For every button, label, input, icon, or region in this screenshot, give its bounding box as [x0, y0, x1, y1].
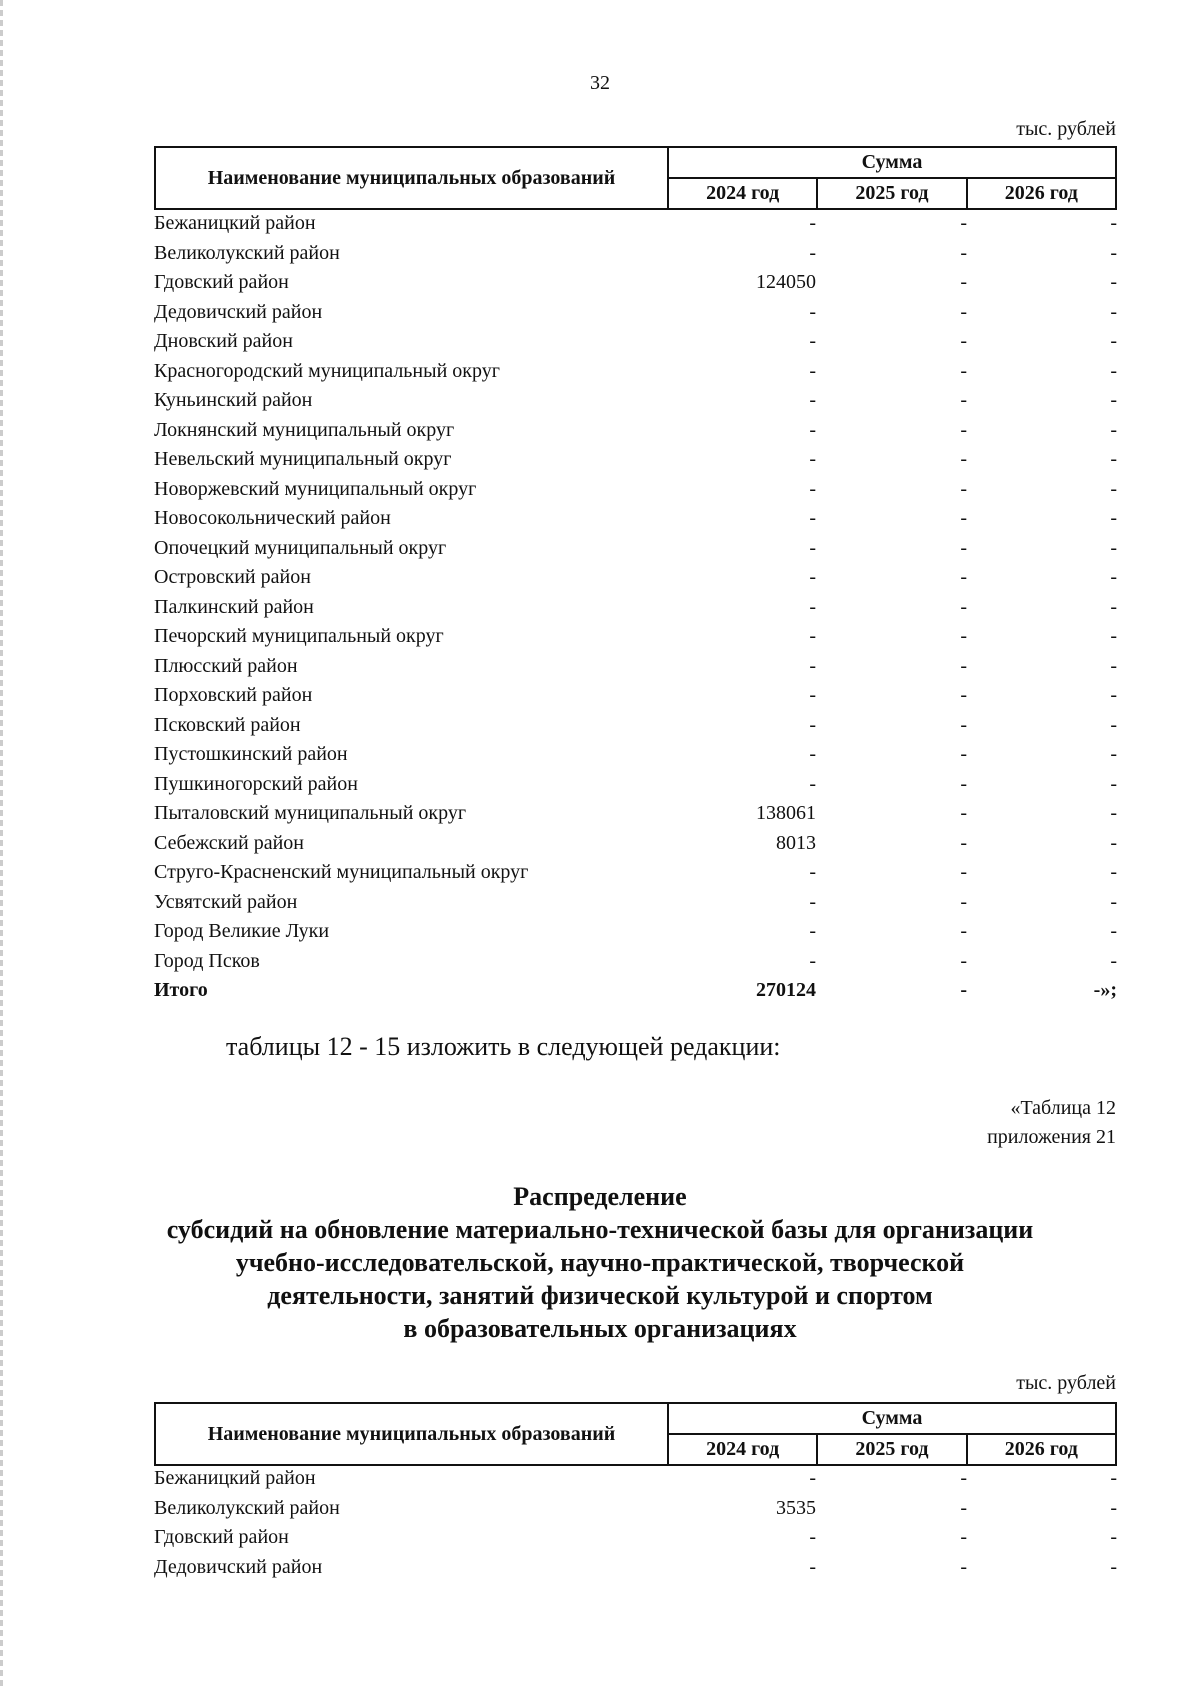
value-2024: 138061 — [756, 802, 816, 824]
value-2024: - — [809, 507, 816, 529]
year-header: 2025 год — [817, 1434, 966, 1465]
value-2025: - — [960, 477, 967, 500]
value-2025: - — [960, 330, 967, 352]
municipality-name: Струго-Красненский муниципальный округ — [154, 861, 529, 883]
value-2026: - — [1110, 536, 1117, 559]
value-2024: - — [809, 241, 816, 264]
year-header: 2024 год — [668, 178, 817, 209]
table-row — [154, 829, 1117, 859]
value-2026: - — [1110, 684, 1117, 706]
municipality-name: Себежский район — [154, 831, 304, 854]
value-2025: - — [960, 507, 967, 529]
value-2026: - — [1110, 743, 1117, 765]
value-2026: - — [1110, 713, 1117, 736]
value-2026: - — [1110, 949, 1117, 972]
table-row — [154, 534, 1117, 564]
municipality-name: Печорский муниципальный округ — [154, 625, 444, 647]
municipality-name: Великолукский район — [154, 1496, 340, 1519]
value-2024: - — [809, 1526, 816, 1548]
table-row — [154, 298, 1117, 328]
section-title — [100, 1180, 1100, 1345]
value-2025: - — [960, 772, 967, 795]
municipality-name: Островский район — [154, 566, 311, 588]
year-header: 2026 год — [967, 1434, 1116, 1465]
table-row — [154, 858, 1117, 888]
sum-header: Сумма — [668, 147, 1116, 178]
municipality-name: Порховский район — [154, 684, 313, 706]
value-2026: - — [1110, 831, 1117, 854]
total-label: Итого — [154, 979, 208, 1001]
value-2025: - — [960, 359, 967, 382]
table-row — [154, 327, 1117, 357]
value-2026: - — [1110, 1526, 1117, 1548]
value-2026: - — [1110, 1555, 1117, 1578]
table-row — [154, 799, 1117, 829]
value-2024: 3535 — [776, 1496, 816, 1519]
municipality-name: Псковский район — [154, 713, 301, 736]
value-2025: - — [960, 212, 967, 234]
value-2024: - — [809, 566, 816, 588]
municipality-name: Дедовичский район — [154, 1555, 323, 1578]
total-row — [154, 976, 1117, 1006]
year-header: 2024 год — [668, 1434, 817, 1465]
value-2026: - — [1110, 477, 1117, 500]
table-row — [154, 416, 1117, 446]
value-2026: - — [1110, 861, 1117, 883]
title-line: Распределение — [513, 1182, 687, 1211]
value-2025: - — [960, 418, 967, 441]
table-row — [154, 681, 1117, 711]
year-header: 2026 год — [967, 178, 1116, 209]
municipality-name: Невельский муниципальный округ — [154, 448, 452, 470]
table-row — [154, 622, 1117, 652]
value-2025: - — [960, 920, 967, 942]
table-row — [154, 386, 1117, 416]
total-2024: 270124 — [756, 979, 816, 1001]
value-2026: - — [1110, 1496, 1117, 1519]
value-2025: - — [960, 831, 967, 854]
value-2026: - — [1110, 389, 1117, 411]
value-2026: - — [1110, 802, 1117, 824]
name-column-header: Наименование муниципальных образований — [155, 147, 668, 209]
units-label: тыс. рублей — [1016, 118, 1116, 140]
value-2025: - — [960, 1496, 967, 1519]
table-header — [154, 146, 1117, 210]
value-2024: - — [809, 1467, 816, 1489]
title-line: субсидий на обновление материально-технической базы для организации — [166, 1215, 1034, 1244]
table-row — [154, 1523, 1117, 1553]
scan-edge — [0, 0, 3, 1686]
table-row — [154, 268, 1117, 298]
value-2024: - — [809, 743, 816, 765]
table-row — [154, 593, 1117, 623]
value-2025: - — [960, 713, 967, 736]
municipality-name: Опочецкий муниципальный округ — [154, 536, 447, 559]
table-ref-line: приложения 21 — [987, 1126, 1116, 1148]
value-2026: - — [1110, 507, 1117, 529]
value-2024: - — [809, 890, 816, 913]
units-label: тыс. рублей — [1016, 1372, 1116, 1394]
value-2024: - — [809, 418, 816, 441]
municipality-name: Пыталовский муниципальный округ — [154, 802, 467, 824]
value-2024: - — [809, 300, 816, 323]
value-2025: - — [960, 949, 967, 972]
year-header: 2025 год — [817, 178, 966, 209]
table-row — [154, 239, 1117, 269]
value-2026: - — [1110, 772, 1117, 795]
value-2025: - — [960, 566, 967, 588]
value-2024: - — [809, 713, 816, 736]
value-2024: - — [809, 861, 816, 883]
name-column-header: Наименование муниципальных образований — [155, 1403, 668, 1465]
table-body — [154, 1464, 1117, 1582]
value-2024: - — [809, 684, 816, 706]
total-2025: - — [960, 979, 967, 1001]
table-row — [154, 445, 1117, 475]
table-row — [154, 888, 1117, 918]
value-2024: - — [809, 949, 816, 972]
value-2026: - — [1110, 212, 1117, 234]
value-2025: - — [960, 1555, 967, 1578]
table-row — [154, 475, 1117, 505]
table-reference — [987, 1094, 1116, 1152]
title-line: в образовательных организациях — [403, 1314, 797, 1343]
value-2025: - — [960, 448, 967, 470]
municipality-name: Дедовичский район — [154, 300, 323, 323]
value-2025: - — [960, 890, 967, 913]
municipality-name: Бежаницкий район — [154, 212, 316, 234]
value-2026: - — [1110, 330, 1117, 352]
municipality-name: Новоржевский муниципальный округ — [154, 477, 477, 500]
municipality-name: Город Великие Луки — [154, 920, 330, 942]
page-number: 32 — [590, 72, 610, 94]
total-2026: -»; — [1093, 979, 1117, 1001]
municipality-name: Плюсский район — [154, 654, 298, 677]
value-2024: - — [809, 448, 816, 470]
table-header — [154, 1402, 1117, 1466]
value-2025: - — [960, 241, 967, 264]
value-2026: - — [1110, 625, 1117, 647]
value-2026: - — [1110, 359, 1117, 382]
value-2024: 124050 — [756, 271, 816, 293]
table-row — [154, 711, 1117, 741]
municipality-name: Новосокольнический район — [154, 507, 391, 529]
value-2024: - — [809, 772, 816, 795]
value-2024: - — [809, 595, 816, 618]
value-2026: - — [1110, 654, 1117, 677]
value-2026: - — [1110, 1467, 1117, 1489]
value-2024: - — [809, 536, 816, 559]
value-2026: - — [1110, 595, 1117, 618]
value-2026: - — [1110, 448, 1117, 470]
municipality-name: Великолукский район — [154, 241, 340, 264]
municipality-name: Куньинский район — [154, 389, 313, 411]
value-2024: 8013 — [776, 831, 816, 854]
value-2025: - — [960, 271, 967, 293]
value-2026: - — [1110, 271, 1117, 293]
value-2026: - — [1110, 890, 1117, 913]
value-2024: - — [809, 920, 816, 942]
value-2025: - — [960, 595, 967, 618]
table-row — [154, 357, 1117, 387]
value-2025: - — [960, 861, 967, 883]
table-row — [154, 740, 1117, 770]
value-2024: - — [809, 389, 816, 411]
value-2026: - — [1110, 241, 1117, 264]
municipality-name: Палкинский район — [154, 595, 314, 618]
municipality-name: Усвятский район — [154, 890, 298, 913]
table-row — [154, 504, 1117, 534]
value-2025: - — [960, 389, 967, 411]
table-row — [154, 947, 1117, 977]
municipality-name: Пустошкинский район — [154, 743, 348, 765]
table-row — [154, 1464, 1117, 1494]
table-row — [154, 917, 1117, 947]
value-2026: - — [1110, 920, 1117, 942]
value-2024: - — [809, 654, 816, 677]
value-2024: - — [809, 330, 816, 352]
title-line: деятельности, занятий физической культурой и спортом — [267, 1281, 933, 1310]
value-2024: - — [809, 625, 816, 647]
municipality-name: Красногородский муниципальный округ — [154, 359, 500, 382]
value-2025: - — [960, 1467, 967, 1489]
value-2025: - — [960, 654, 967, 677]
value-2024: - — [809, 212, 816, 234]
value-2025: - — [960, 684, 967, 706]
municipality-name: Дновский район — [154, 330, 293, 352]
value-2025: - — [960, 536, 967, 559]
municipality-name: Гдовский район — [154, 271, 289, 293]
value-2025: - — [960, 802, 967, 824]
table-row — [154, 1494, 1117, 1524]
value-2025: - — [960, 625, 967, 647]
table-row — [154, 1553, 1117, 1583]
value-2026: - — [1110, 300, 1117, 323]
title-line: учебно-исследовательской, научно-практической, творческой — [235, 1248, 965, 1277]
value-2026: - — [1110, 418, 1117, 441]
table-row — [154, 652, 1117, 682]
value-2025: - — [960, 1526, 967, 1548]
municipality-name: Бежаницкий район — [154, 1467, 316, 1489]
sum-header: Сумма — [668, 1403, 1116, 1434]
municipality-name: Пушкиногорский район — [154, 772, 358, 795]
table-body — [154, 209, 1117, 1006]
table-row — [154, 209, 1117, 239]
table-ref-line: «Таблица 12 — [1010, 1097, 1116, 1119]
municipality-name: Гдовский район — [154, 1526, 289, 1548]
table-row — [154, 563, 1117, 593]
municipality-name: Локнянский муниципальный округ — [154, 418, 455, 441]
value-2024: - — [809, 359, 816, 382]
municipality-name: Город Псков — [154, 949, 260, 972]
value-2024: - — [809, 477, 816, 500]
instruction-text: таблицы 12 - 15 изложить в следующей редакции: — [226, 1032, 781, 1061]
table-row — [154, 770, 1117, 800]
value-2025: - — [960, 743, 967, 765]
value-2026: - — [1110, 566, 1117, 588]
value-2025: - — [960, 300, 967, 323]
value-2024: - — [809, 1555, 816, 1578]
